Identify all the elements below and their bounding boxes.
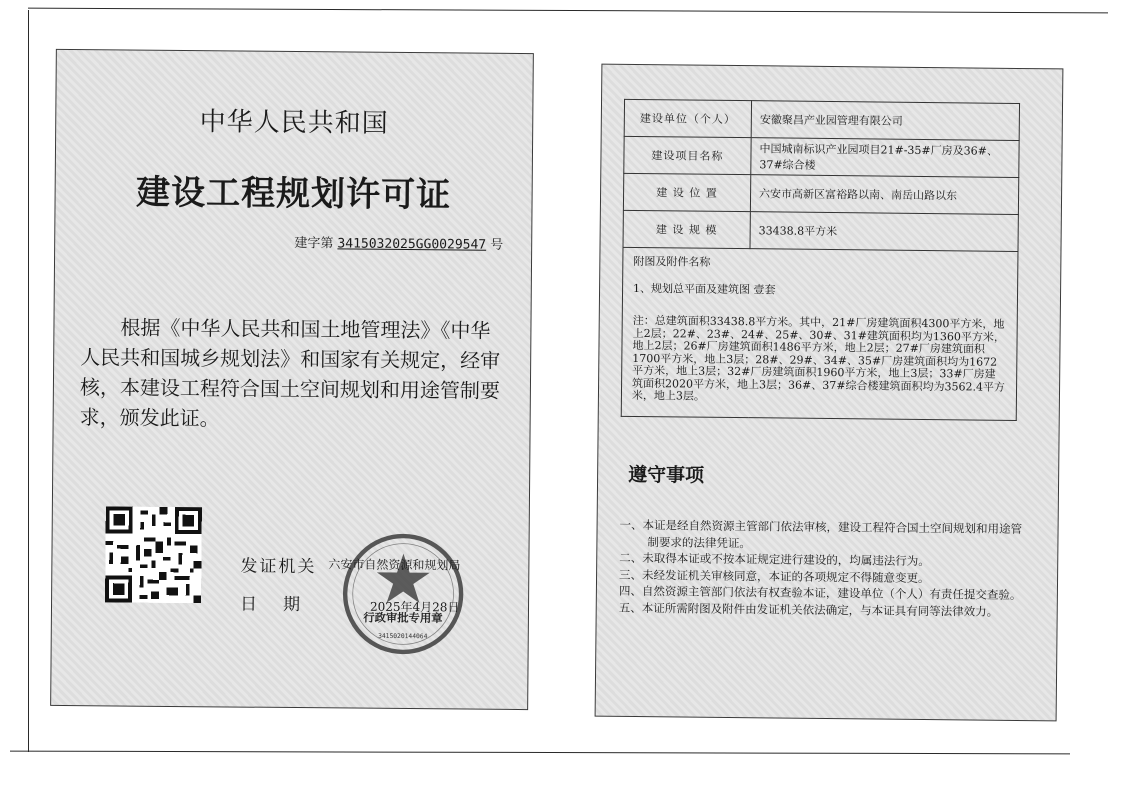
area-note: 注：总建筑面积33438.8平方米。其中，21#厂房建筑面积4300平方米，地上2层；22#、23#、24#、25#、30#、31#建筑面积均为1360平方米，地上2层；26#厂房建筑面积1486平方米，地上2层；27#厂房建筑面积1700平方米，地上3层；28#、29#、34#、35#厂房建筑面积均为1672平方米，地上3层；32#厂房建筑面积1960平方米，地上3层；33#厂房建筑面积2020平方米，地上3层；36#、37#综合楼建筑面积均为3562.4平方米，地上3层。 [631,313,1006,403]
list-item: 三、未经发证机关审核同意，本证的各项规定不得随意变更。 [619,567,930,585]
table-value: 六安市高新区富裕路以南、南岳山路以东 [750,175,1018,215]
number-prefix: 建字第 [294,236,334,252]
attachments-title: 附图及附件名称 [633,254,711,269]
issue-date-label: 日期 [239,594,327,616]
table-key: 建设项目名称 [624,136,751,174]
seal-center-text: 行政审批专用章 [363,610,443,626]
certificate-front-page [50,49,534,710]
attachments-row [621,247,1018,420]
certificate-number-line [294,232,503,253]
scan-top-line [28,8,1108,14]
certificate-title: 建设工程规划许可证 [135,172,452,216]
table-row [624,136,1019,177]
country-name: 中华人民共和国 [199,107,389,139]
list-item: 五、本证所需附图及附件由发证机关依法确定，与本证具有同等法律效力。 [618,600,999,619]
list-item: 四、自然资源主管部门依法有权查验本证，建设单位（个人）有责任提交查验。 [618,583,1022,603]
issue-date-value: 2025年4月28日 [369,599,460,615]
qr-code-icon [104,506,203,603]
compliance-notices [619,517,1032,620]
list-item: 二、未取得本证或不按本证规定进行建设的，均属违法行为。 [619,550,930,569]
certificate-inner-page [595,64,1064,722]
scan-bottom-line [10,751,1070,755]
table-key: 建 设 规 模 [623,210,750,248]
section-title-compliance: 遵守事项 [628,463,705,487]
attachment-item: 1、规划总平面及建筑图 壹套 [633,281,776,296]
table-row [623,173,1018,214]
table-value: 安徽聚昌产业园管理有限公司 [751,101,1019,141]
number-suffix: 号 [490,237,504,253]
table-key: 建设单位（个人） [624,99,751,137]
table-value: 33438.8平方米 [750,212,1018,252]
seal-code: 3415020144064 [378,632,428,641]
list-item: 一、本证是经自然资源主管部门依法审核，建设工程符合国土空间规划和用途管制要求的法律凭证。 [619,517,1023,550]
table-value: 中国城南标识产业园项目21#-35#厂房及36#、37#综合楼 [751,138,1019,178]
table-row [624,99,1019,140]
attachments-cell [621,247,1018,420]
table-key: 建 设 位 置 [623,173,750,211]
table-row [623,210,1018,251]
certificate-number: 3415032025GG0029547 [337,236,487,253]
issuer-value: 六安市自然资源和规划局 [328,557,461,573]
project-info-table [621,99,1020,421]
scan-left-line [28,10,29,752]
issuer-label: 发证机关 [240,556,317,578]
certificate-body-text: 根据《中华人民共和国土地管理法》《中华人民共和国城乡规划法》和国家有关规定，经审核，本建设工程符合国土空间规划和用途管制要求，颁发此证。 [79,315,501,431]
official-seal-icon [340,530,467,657]
